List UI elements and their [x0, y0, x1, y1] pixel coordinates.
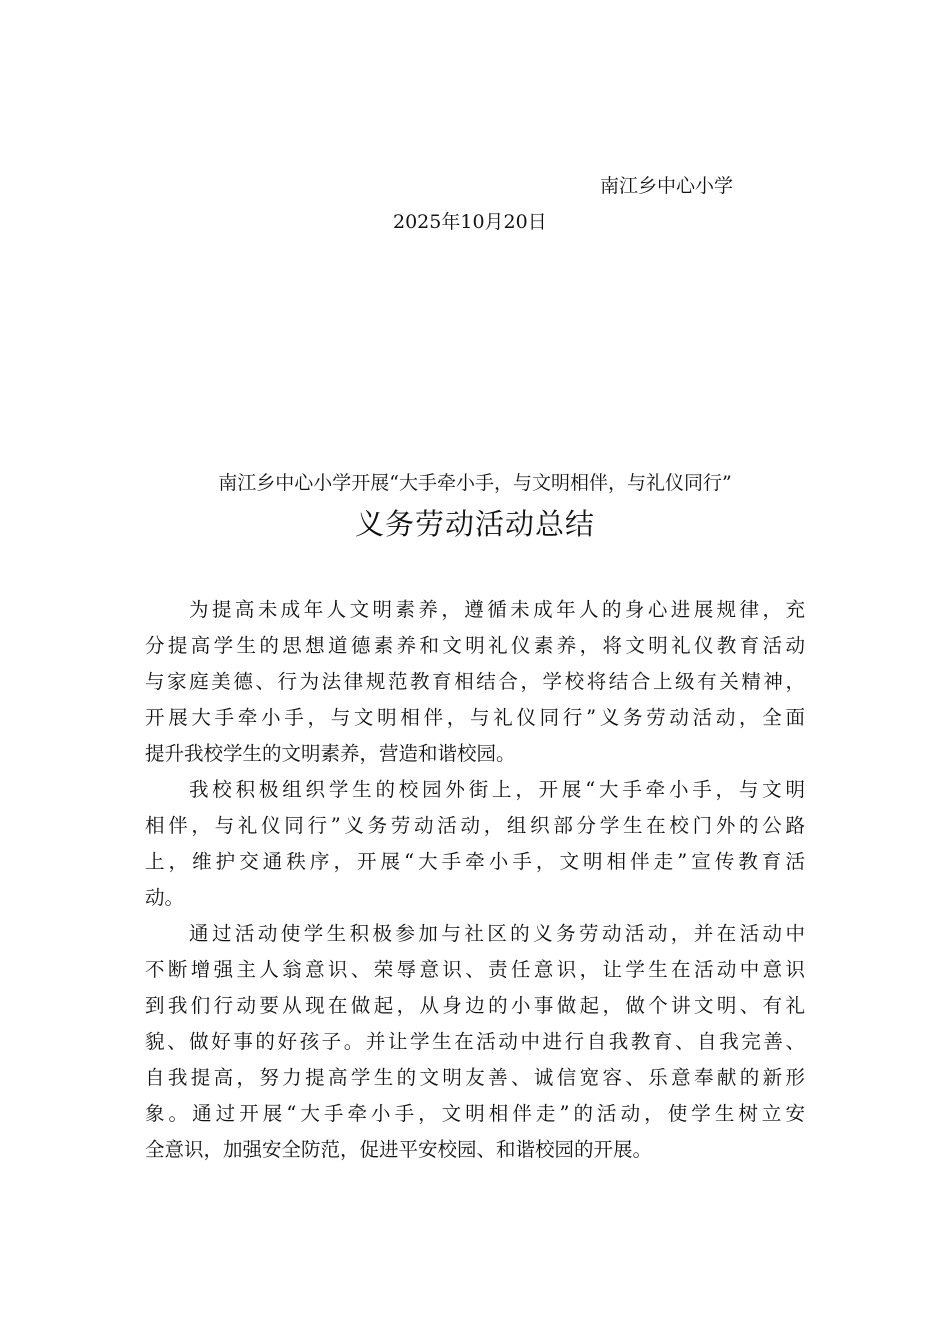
text-line: 到我们行动要从现在做起，从身边的小事做起，做个讲文明、有礼: [145, 994, 805, 1017]
text-line: 不断增强主人翁意识、荣辱意识、责任意识，让学生在活动中意识: [145, 958, 805, 981]
text-line: 相伴，与礼仪同行”义务劳动活动，组织部分学生在校门外的公路: [145, 814, 805, 837]
text-line: 与家庭美德、行为法律规范教育相结合，学校将结合上级有关精神，: [145, 670, 805, 693]
text-line: 全意识，加强安全防范，促进平安校园、和谐校园的开展。: [145, 1138, 653, 1161]
text-line: 自我提高，努力提高学生的文明友善、诚信宽容、乐意奉献的新形: [145, 1066, 805, 1089]
text-line: 提升我校学生的文明素养，营造和谐校园。: [145, 742, 516, 765]
document-body: [145, 592, 805, 1168]
document-subtitle: 南江乡中心小学开展“大手牵小手，与文明相伴，与礼仪同行”: [218, 472, 732, 494]
text-line: 我校积极组织学生的校园外街上，开展“大手牵小手，与文明: [189, 778, 805, 801]
document-title: 义务劳动活动总结: [354, 507, 595, 541]
text-line: 动。: [145, 886, 185, 909]
text-line: 为提高未成年人文明素养，遵循未成年人的身心进展规律，充: [189, 598, 805, 621]
text-line: 通过活动使学生积极参加与社区的义务劳动活动，并在活动中: [189, 922, 805, 945]
paragraph-1: [145, 592, 805, 772]
text-line: 象。通过开展“大手牵小手，文明相伴走”的活动，使学生树立安: [145, 1102, 805, 1125]
paragraph-3: [145, 916, 805, 1168]
document-date: 2025年10月20日: [393, 211, 547, 233]
text-line: 开展大手牵小手，与文明相伴，与礼仪同行”义务劳动活动，全面: [145, 706, 805, 729]
text-line: 上，维护交通秩序，开展“大手牵小手，文明相伴走”宣传教育活: [145, 850, 805, 873]
paragraph-2: [145, 772, 805, 916]
text-line: 分提高学生的思想道德素养和文明礼仪素养，将文明礼仪教育活动: [145, 634, 805, 657]
school-name: 南江乡中心小学: [600, 175, 734, 197]
text-line: 貌、做好事的好孩子。并让学生在活动中进行自我教育、自我完善、: [145, 1030, 805, 1053]
